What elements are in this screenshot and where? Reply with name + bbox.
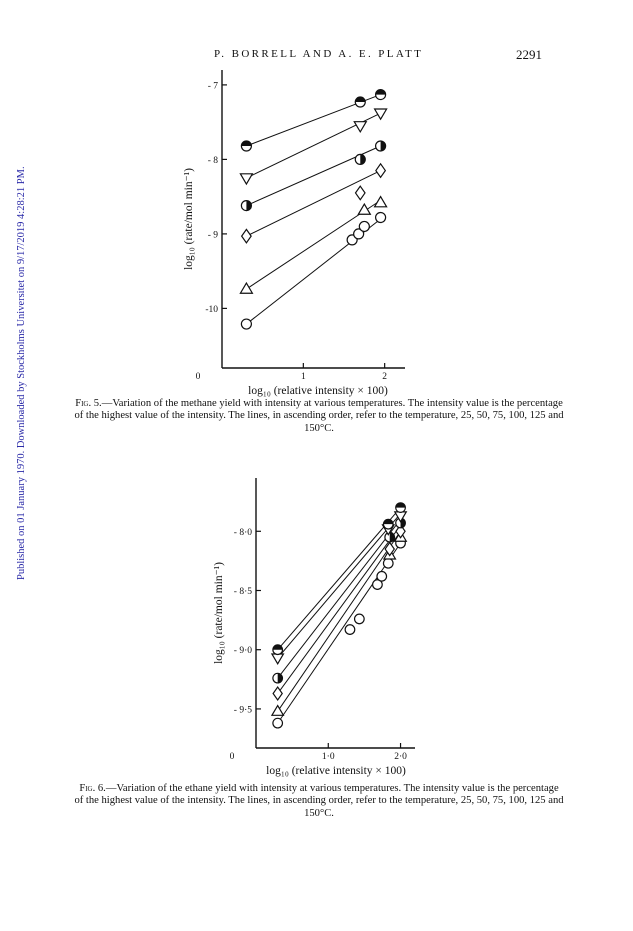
y-axis-label: log₁₀ (rate/mol min⁻¹) — [213, 562, 225, 664]
download-watermark-text: Published on 01 January 1970. Downloaded by Stockholms Universitet on 9/17/2019 4:28:21 PM. — [16, 166, 27, 580]
x-axis-label: log₁₀ (relative intensity × 100) — [266, 765, 406, 777]
figure-5-caption-text: —Variation of the methane yield with intensity at various temperatures. The intensity value is the percentage of the highest value of the intensity. The lines, in ascending order, refer to the temperature, 25, 50, 75, 100, 125 and 150°C. — [74, 398, 564, 434]
data-point-series-2 — [272, 706, 284, 716]
figure-6-caption-lead: Fig. 6. — [79, 783, 106, 794]
data-point-series-6 — [396, 503, 406, 513]
x-tick-label: 0 — [229, 752, 235, 762]
figure-6-caption — [74, 783, 564, 820]
x-tick-label: 0 — [195, 372, 201, 382]
x-tick-label: 2 — [382, 372, 388, 382]
figure-5-caption-lead: Fig. 5. — [75, 398, 102, 409]
data-point-series-4 — [273, 673, 283, 683]
y-tick-label: - 8·0 — [233, 527, 252, 538]
data-point-series-1 — [345, 625, 355, 635]
y-tick-label: - 9·0 — [233, 646, 252, 657]
fit-line-3 — [278, 525, 401, 693]
x-tick-label: 2·0 — [394, 752, 407, 762]
page-number: 2291 — [516, 47, 542, 62]
fit-line-4 — [278, 519, 401, 678]
x-tick-label: 1 — [300, 372, 306, 382]
y-tick-label: - 9·5 — [233, 705, 252, 716]
running-head-authors: P. BORRELL AND A. E. PLATT — [214, 48, 424, 60]
y-tick-label: - 8·5 — [233, 587, 252, 597]
data-point-series-4 — [385, 532, 395, 542]
data-point-series-1 — [383, 558, 393, 568]
data-point-series-1 — [355, 614, 365, 624]
data-point-series-1 — [273, 718, 283, 728]
fit-line-2 — [278, 531, 401, 711]
y-tick-label: - 7 — [207, 81, 218, 92]
fit-line-1 — [278, 543, 401, 723]
data-point-series-1 — [377, 571, 387, 581]
y-tick-label: - 8 — [207, 155, 218, 166]
y-tick-label: -10 — [205, 304, 218, 315]
x-tick-label: 1·0 — [321, 752, 335, 762]
figure-6-caption-text: —Variation of the ethane yield with intensity at various temperatures. The intensity value is the percentage of the highest value of the intensity. The lines, in ascending order, refer to the temperature, 25, 50, 75, 100, 125 and 150°C. — [74, 783, 564, 819]
data-point-series-6 — [383, 519, 393, 529]
y-tick-label: - 9 — [207, 230, 218, 241]
y-axis-label: log₁₀ (rate/mol min⁻¹) — [183, 168, 195, 270]
data-point-series-6 — [273, 645, 283, 655]
x-axis-label: log₁₀ (relative intensity × 100) — [248, 385, 388, 397]
data-point-series-5 — [272, 654, 284, 664]
